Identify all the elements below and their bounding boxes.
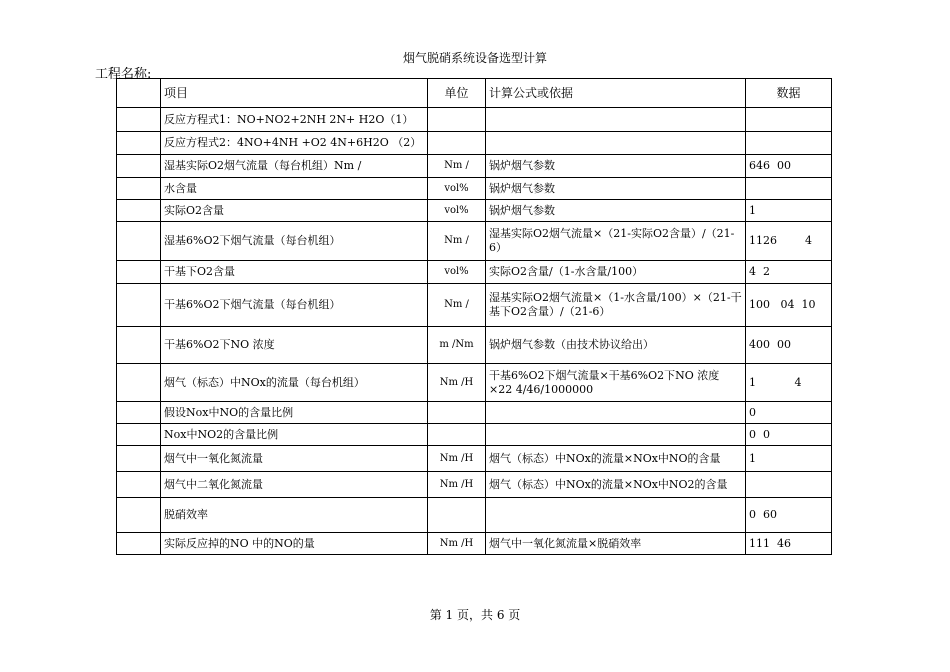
row-formula-cell xyxy=(486,132,746,155)
calculation-table xyxy=(116,78,832,555)
table-header-row xyxy=(117,79,832,108)
row-unit-cell: Nm / xyxy=(428,284,486,327)
row-unit-cell: Nm /H xyxy=(428,446,486,472)
row-unit-cell xyxy=(428,424,486,446)
row-value-cell xyxy=(746,132,832,155)
row-formula-cell: 烟气中一氧化氮流量×脱硝效率 xyxy=(486,533,746,555)
table-row xyxy=(117,533,832,555)
row-value-cell: 100 04 10 xyxy=(746,284,832,327)
row-value-cell: 0 xyxy=(746,402,832,424)
row-value-cell xyxy=(746,178,832,200)
row-unit-cell xyxy=(428,498,486,533)
row-item-cell: 湿基实际O2烟气流量（每台机组）Nm / xyxy=(161,155,428,178)
row-unit-cell: Nm / xyxy=(428,155,486,178)
row-blank-cell xyxy=(117,200,161,222)
header-value: 数据 xyxy=(746,79,832,108)
row-value-cell xyxy=(746,108,832,132)
row-blank-cell xyxy=(117,446,161,472)
row-item-cell: 干基6%O2下烟气流量（每台机组） xyxy=(161,284,428,327)
row-formula-cell: 实际O2含量/（1-水含量/100） xyxy=(486,261,746,284)
table-row xyxy=(117,132,832,155)
table-row xyxy=(117,178,832,200)
table-row xyxy=(117,327,832,364)
row-value-cell xyxy=(746,472,832,498)
row-unit-cell: vol% xyxy=(428,178,486,200)
row-item-cell: 假设Nox中NO的含量比例 xyxy=(161,402,428,424)
row-formula-cell xyxy=(486,498,746,533)
row-blank-cell xyxy=(117,108,161,132)
table-row xyxy=(117,222,832,261)
table-row xyxy=(117,261,832,284)
row-value-cell: 0 0 xyxy=(746,424,832,446)
row-unit-cell: m /Nm xyxy=(428,327,486,364)
row-formula-cell: 湿基实际O2烟气流量×（1-水含量/100）×（21-干基下O2含量）/（21-6） xyxy=(486,284,746,327)
project-name-label: 工程名称: xyxy=(95,67,152,82)
table-row xyxy=(117,498,832,533)
row-formula-cell xyxy=(486,108,746,132)
row-formula-cell: 锅炉烟气参数 xyxy=(486,155,746,178)
row-formula-cell xyxy=(486,424,746,446)
table-row xyxy=(117,424,832,446)
blank-cell xyxy=(117,79,161,108)
row-value-cell: 646 00 xyxy=(746,155,832,178)
row-blank-cell xyxy=(117,424,161,446)
row-value-cell: 1 xyxy=(746,200,832,222)
row-formula-cell: 锅炉烟气参数 xyxy=(486,178,746,200)
row-unit-cell: Nm /H xyxy=(428,533,486,555)
row-item-cell: 干基6%O2下NO 浓度 xyxy=(161,327,428,364)
row-item-cell: 烟气中一氧化氮流量 xyxy=(161,446,428,472)
row-blank-cell xyxy=(117,132,161,155)
row-item-cell: Nox中NO2的含量比例 xyxy=(161,424,428,446)
table-row xyxy=(117,200,832,222)
row-blank-cell xyxy=(117,327,161,364)
table-row xyxy=(117,284,832,327)
row-blank-cell xyxy=(117,155,161,178)
row-blank-cell xyxy=(117,533,161,555)
document-title: 烟气脱硝系统设备选型计算 xyxy=(402,51,547,65)
row-unit-cell xyxy=(428,402,486,424)
row-item-cell: 脱硝效率 xyxy=(161,498,428,533)
row-item-cell: 烟气（标态）中NOx的流量（每台机组） xyxy=(161,364,428,402)
row-blank-cell xyxy=(117,472,161,498)
row-value-cell: 1126 4 xyxy=(746,222,832,261)
row-value-cell: 400 00 xyxy=(746,327,832,364)
row-formula-cell: 锅炉烟气参数（由技术协议给出） xyxy=(486,327,746,364)
header-unit: 单位 xyxy=(428,79,486,108)
row-item-cell: 实际反应掉的NO 中的NO的量 xyxy=(161,533,428,555)
table-row xyxy=(117,402,832,424)
row-blank-cell xyxy=(117,178,161,200)
row-item-cell: 实际O2含量 xyxy=(161,200,428,222)
row-unit-cell xyxy=(428,108,486,132)
row-item-cell: 水含量 xyxy=(161,178,428,200)
row-unit-cell xyxy=(428,132,486,155)
row-blank-cell xyxy=(117,261,161,284)
row-item-cell: 烟气中二氧化氮流量 xyxy=(161,472,428,498)
row-value-cell: 111 46 xyxy=(746,533,832,555)
row-blank-cell xyxy=(117,222,161,261)
table-row xyxy=(117,108,832,132)
row-item-cell: 反应方程式1：NO+NO2+2NH 2N+ H2O（1） xyxy=(161,108,428,132)
row-item-cell: 湿基6%O2下烟气流量（每台机组） xyxy=(161,222,428,261)
row-formula-cell: 烟气（标态）中NOx的流量×NOx中NO的含量 xyxy=(486,446,746,472)
row-formula-cell: 湿基实际O2烟气流量×（21-实际O2含量）/（21-6） xyxy=(486,222,746,261)
table-row xyxy=(117,155,832,178)
row-blank-cell xyxy=(117,364,161,402)
page-footer: 第 1 页，共 6 页 xyxy=(429,608,521,622)
row-unit-cell: Nm /H xyxy=(428,364,486,402)
row-formula-cell: 锅炉烟气参数 xyxy=(486,200,746,222)
row-unit-cell: Nm / xyxy=(428,222,486,261)
row-value-cell: 1 4 xyxy=(746,364,832,402)
row-unit-cell: vol% xyxy=(428,261,486,284)
row-formula-cell: 干基6%O2下烟气流量×干基6%O2下NO 浓度×22 4/46/1000000 xyxy=(486,364,746,402)
row-formula-cell: 烟气（标态）中NOx的流量×NOx中NO2的含量 xyxy=(486,472,746,498)
table-row xyxy=(117,364,832,402)
row-value-cell: 0 60 xyxy=(746,498,832,533)
row-unit-cell: Nm /H xyxy=(428,472,486,498)
table-row xyxy=(117,472,832,498)
header-item: 项目 xyxy=(161,79,428,108)
row-formula-cell xyxy=(486,402,746,424)
row-item-cell: 干基下O2含量 xyxy=(161,261,428,284)
row-blank-cell xyxy=(117,498,161,533)
row-blank-cell xyxy=(117,402,161,424)
header-formula: 计算公式或依据 xyxy=(486,79,746,108)
row-item-cell: 反应方程式2：4NO+4NH +O2 4N+6H2O （2） xyxy=(161,132,428,155)
row-value-cell: 4 2 xyxy=(746,261,832,284)
table-row xyxy=(117,446,832,472)
row-value-cell: 1 xyxy=(746,446,832,472)
row-unit-cell: vol% xyxy=(428,200,486,222)
row-blank-cell xyxy=(117,284,161,327)
